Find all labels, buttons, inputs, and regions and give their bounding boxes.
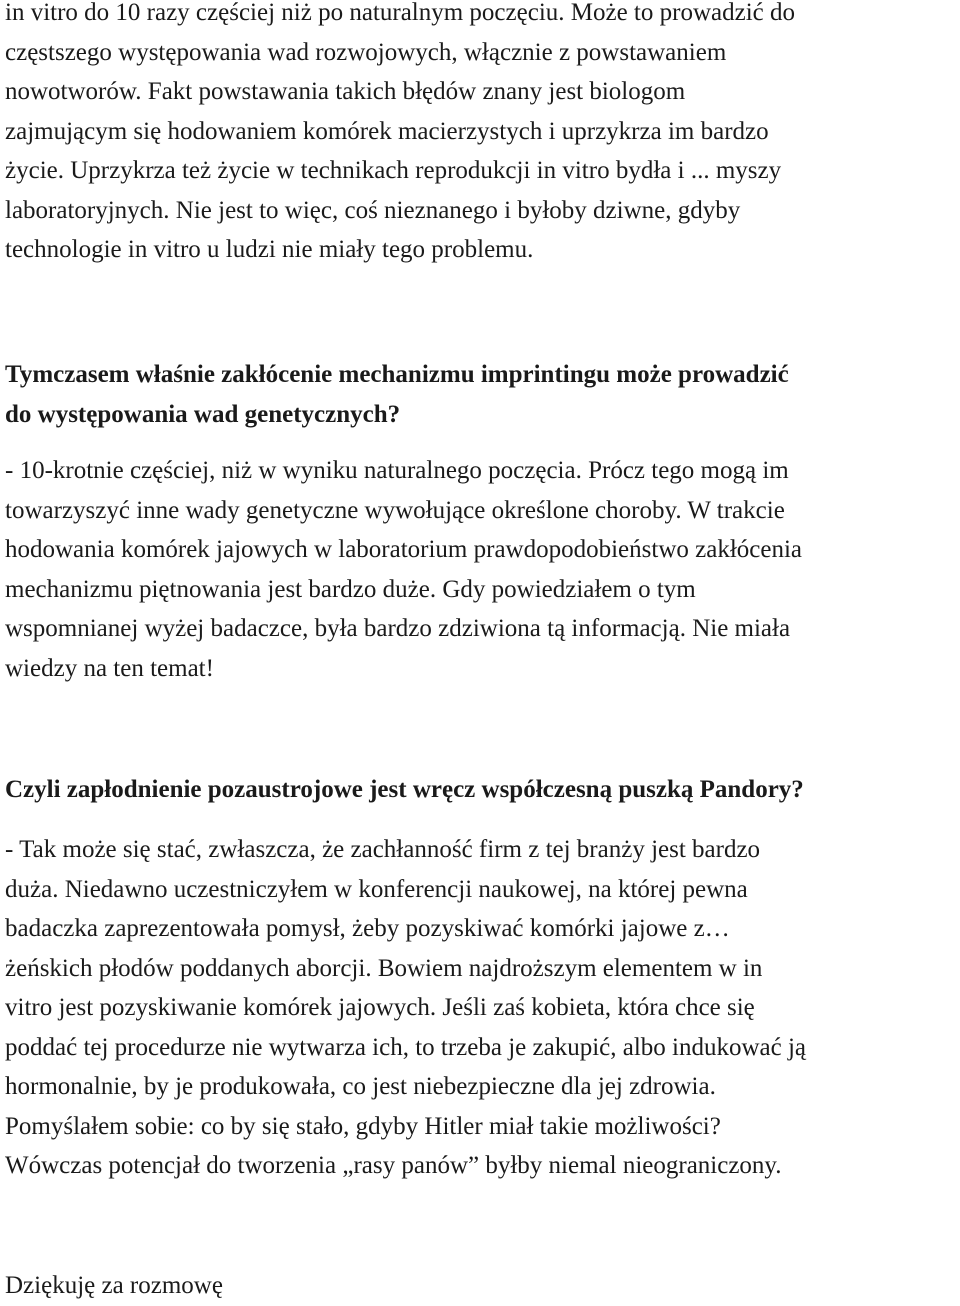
text-line: zajmującym się hodowaniem komórek macierzystych i uprzykrza im bardzo [5, 117, 769, 145]
text-line: hodowania komórek jajowych w laboratorium prawdopodobieństwo zakłócenia [5, 536, 802, 563]
question-line: do występowania wad genetycznych? [5, 400, 401, 428]
text-line: hormonalnie, by je produkowała, co jest niebezpieczne dla jej zdrowia. [5, 1073, 716, 1100]
text-line: wiedzy na ten temat! [5, 654, 214, 682]
text-line: poddać tej procedurze nie wytwarza ich, to trzeba je zakupić, albo indukować ją [5, 1033, 807, 1061]
text-line: mechanizmu piętnowania jest bardzo duże. Gdy powiedziałem o tym [5, 575, 696, 603]
text-line: technologie in vitro u ludzi nie miały tego problemu. [5, 236, 534, 263]
text-line: badaczka zaprezentowała pomysł, żeby pozyskiwać komórki jajowe z… [5, 915, 730, 942]
text-line: in vitro do 10 razy częściej niż po naturalnym poczęciu. Może to prowadzić do [5, 0, 795, 26]
interview-answer-2 [5, 830, 806, 1186]
text-line: Pomyślałem sobie: co by się stało, gdyby Hitler miał takie możliwości? [5, 1112, 721, 1140]
text-line: nowotworów. Fakt powstawania takich błędów znany jest biologom [5, 78, 686, 105]
closing-line: Dziękuję za rozmowę [5, 1272, 223, 1299]
text-line: - 10-krotnie częściej, niż w wyniku naturalnego poczęcia. Prócz tego mogą im [5, 457, 789, 484]
text-line: wspomnianej wyżej badaczce, była bardzo zdziwiona tą informacją. Nie miała [5, 615, 791, 642]
text-line: towarzyszyć inne wady genetyczne wywołujące określone choroby. W trakcie [5, 496, 785, 524]
text-line: częstszego występowania wad rozwojowych, włącznie z powstawaniem [5, 38, 727, 66]
paragraph-intro [5, 0, 795, 270]
text-line: żeńskich płodów poddanych aborcji. Bowiem najdroższym elementem w in [5, 954, 763, 982]
text-line: życie. Uprzykrza też życie w technikach reprodukcji in vitro bydła i ... myszy [5, 157, 782, 184]
text-line: vitro jest pozyskiwanie komórek jajowych. Jeśli zaś kobieta, która chce się [5, 994, 755, 1021]
text-line: laboratoryjnych. Nie jest to więc, coś nieznanego i byłoby dziwne, gdyby [5, 196, 741, 224]
interview-answer-1 [5, 451, 802, 688]
text-line: Wówczas potencjał do tworzenia „rasy panów” byłby niemal nieograniczony. [5, 1152, 782, 1179]
interview-question-1 [5, 355, 789, 434]
question-line: Czyli zapłodnienie pozaustrojowe jest wręcz współczesną puszką Pandory? [5, 776, 804, 803]
interview-question-2 [5, 770, 804, 810]
question-line: Tymczasem właśnie zakłócenie mechanizmu imprintingu może prowadzić [5, 361, 789, 388]
text-line: - Tak może się stać, zwłaszcza, że zachłanność firm z tej branży jest bardzo [5, 836, 761, 863]
text-line: duża. Niedawno uczestniczyłem w konferencji naukowej, na której pewna [5, 875, 748, 903]
